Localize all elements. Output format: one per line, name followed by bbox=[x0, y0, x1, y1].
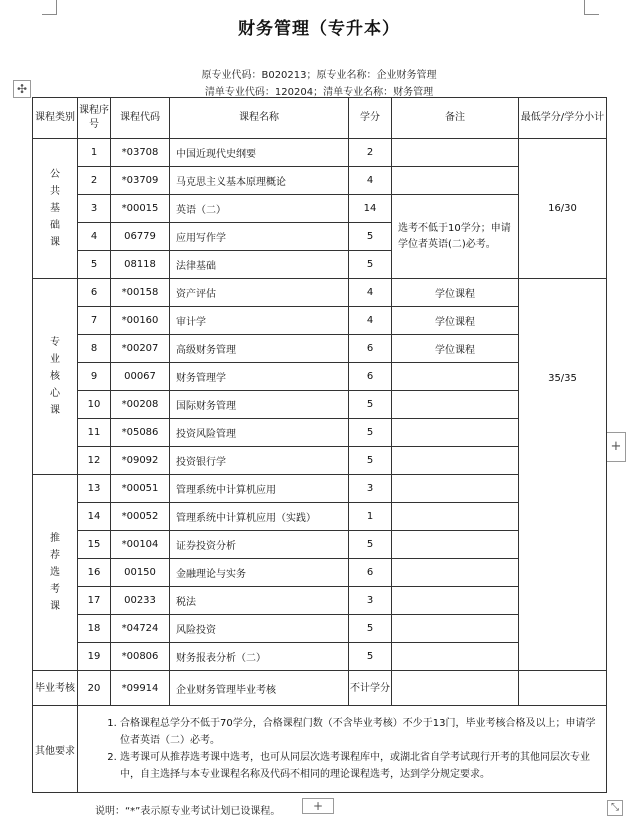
remark-cell bbox=[392, 419, 519, 447]
course-credit: 6 bbox=[349, 559, 392, 587]
group-subtotal: 35/35 bbox=[519, 279, 607, 671]
remark-cell bbox=[392, 531, 519, 559]
remark-cell bbox=[392, 391, 519, 419]
header-category: 课程类别 bbox=[33, 98, 78, 139]
list-major-code-line: 清单专业代码：120204；清单专业名称：财务管理 bbox=[204, 87, 434, 98]
course-name: 财务管理学 bbox=[170, 363, 349, 391]
table-row bbox=[33, 139, 607, 167]
requirements-label: 其他要求 bbox=[33, 706, 78, 793]
remark-cell bbox=[392, 587, 519, 615]
header-code: 课程代码 bbox=[111, 98, 170, 139]
course-code: *03709 bbox=[111, 167, 170, 195]
course-name: 风险投资 bbox=[170, 615, 349, 643]
course-credit: 5 bbox=[349, 643, 392, 671]
remark-cell bbox=[392, 615, 519, 643]
course-code: 00233 bbox=[111, 587, 170, 615]
requirements-list bbox=[78, 706, 607, 793]
remark-cell bbox=[392, 167, 519, 195]
course-seq: 6 bbox=[78, 279, 111, 307]
course-seq: 7 bbox=[78, 307, 111, 335]
thesis-row bbox=[33, 671, 607, 706]
requirements-row bbox=[33, 706, 607, 793]
course-name: 管理系统中计算机应用 bbox=[170, 475, 349, 503]
remark-cell bbox=[392, 559, 519, 587]
course-credit: 1 bbox=[349, 503, 392, 531]
course-name: 审计学 bbox=[170, 307, 349, 335]
course-seq: 9 bbox=[78, 363, 111, 391]
course-name: 金融理论与实务 bbox=[170, 559, 349, 587]
requirements-ordered-list bbox=[98, 715, 598, 783]
course-seq: 17 bbox=[78, 587, 111, 615]
thesis-category-cell: 毕业考核 bbox=[33, 671, 78, 706]
course-code: *00015 bbox=[111, 195, 170, 223]
category-label-text: 专业核心课 bbox=[50, 337, 60, 416]
course-name: 证券投资分析 bbox=[170, 531, 349, 559]
remark-cell bbox=[392, 447, 519, 475]
course-seq: 20 bbox=[78, 671, 111, 706]
page-title: 财务管理（专升本） bbox=[238, 19, 400, 39]
course-code: 06779 bbox=[111, 223, 170, 251]
course-credit: 3 bbox=[349, 587, 392, 615]
course-code: *00160 bbox=[111, 307, 170, 335]
course-seq: 10 bbox=[78, 391, 111, 419]
header-remark: 备注 bbox=[392, 98, 519, 139]
course-name: 资产评估 bbox=[170, 279, 349, 307]
course-credit: 不计学分 bbox=[349, 671, 392, 706]
course-credit: 4 bbox=[349, 167, 392, 195]
course-credit: 14 bbox=[349, 195, 392, 223]
course-seq: 4 bbox=[78, 223, 111, 251]
course-credit: 5 bbox=[349, 615, 392, 643]
course-name: 应用写作学 bbox=[170, 223, 349, 251]
course-name: 高级财务管理 bbox=[170, 335, 349, 363]
course-credit: 4 bbox=[349, 307, 392, 335]
header-credit: 学分 bbox=[349, 98, 392, 139]
course-credit: 4 bbox=[349, 279, 392, 307]
footnote: 说明：“*”表示原专业考试计划已设课程。 bbox=[95, 806, 281, 817]
course-seq: 12 bbox=[78, 447, 111, 475]
remark-cell bbox=[392, 363, 519, 391]
course-seq: 16 bbox=[78, 559, 111, 587]
course-credit: 5 bbox=[349, 419, 392, 447]
group-note: 选考不低于10学分；申请学位者英语(二)必考。 bbox=[392, 195, 519, 279]
course-credit: 5 bbox=[349, 531, 392, 559]
course-code: *09092 bbox=[111, 447, 170, 475]
course-name: 管理系统中计算机应用（实践） bbox=[170, 503, 349, 531]
course-code: *04724 bbox=[111, 615, 170, 643]
course-name: 马克思主义基本原理概论 bbox=[170, 167, 349, 195]
course-seq: 19 bbox=[78, 643, 111, 671]
course-credit: 5 bbox=[349, 251, 392, 279]
course-code: 00067 bbox=[111, 363, 170, 391]
remark-cell bbox=[392, 139, 519, 167]
remark-cell: 学位课程 bbox=[392, 307, 519, 335]
course-code: *05086 bbox=[111, 419, 170, 447]
course-seq: 18 bbox=[78, 615, 111, 643]
remark-cell bbox=[392, 503, 519, 531]
course-seq: 2 bbox=[78, 167, 111, 195]
course-name: 财务报表分析（二） bbox=[170, 643, 349, 671]
header-seq: 课程序号 bbox=[78, 98, 111, 139]
course-seq: 11 bbox=[78, 419, 111, 447]
course-name: 税法 bbox=[170, 587, 349, 615]
course-credit: 3 bbox=[349, 475, 392, 503]
course-seq: 3 bbox=[78, 195, 111, 223]
course-code: *03708 bbox=[111, 139, 170, 167]
course-seq: 15 bbox=[78, 531, 111, 559]
category-label-text: 推荐选考课 bbox=[50, 533, 60, 612]
course-code: *00158 bbox=[111, 279, 170, 307]
course-seq: 5 bbox=[78, 251, 111, 279]
remark-cell bbox=[392, 671, 519, 706]
course-name: 英语（二） bbox=[170, 195, 349, 223]
course-credit: 5 bbox=[349, 223, 392, 251]
course-code: *00051 bbox=[111, 475, 170, 503]
course-code: *00208 bbox=[111, 391, 170, 419]
course-name: 企业财务管理毕业考核 bbox=[170, 671, 349, 706]
course-credit: 6 bbox=[349, 363, 392, 391]
add-column-button[interactable]: + bbox=[606, 432, 626, 462]
course-code: *09914 bbox=[111, 671, 170, 706]
remark-cell bbox=[392, 475, 519, 503]
table-move-handle-icon[interactable]: ✣ bbox=[13, 80, 31, 98]
add-row-button[interactable]: + bbox=[302, 798, 334, 814]
min-credit-cell bbox=[519, 671, 607, 706]
course-name: 中国近现代史纲要 bbox=[170, 139, 349, 167]
course-credit: 2 bbox=[349, 139, 392, 167]
table-row bbox=[33, 279, 607, 307]
page-corner-mark bbox=[584, 0, 599, 15]
category-cell bbox=[33, 475, 78, 671]
category-label-text: 公共基础课 bbox=[50, 169, 60, 248]
remark-cell: 学位课程 bbox=[392, 335, 519, 363]
course-credit: 6 bbox=[349, 335, 392, 363]
course-plan-table bbox=[32, 97, 607, 793]
requirement-item: 2. 选考课可从推荐选考课中选考，也可从同层次选考课程库中，或湖北省自学考试现行开考的其他同层次专业中，自主选择与本专业课程名称及代码不相同的理论课程选考，达到学分规定要求。 bbox=[120, 749, 598, 783]
course-code: *00806 bbox=[111, 643, 170, 671]
group-subtotal: 16/30 bbox=[519, 139, 607, 279]
remark-cell: 学位课程 bbox=[392, 279, 519, 307]
table-header-row bbox=[33, 98, 607, 139]
course-table-body bbox=[33, 139, 607, 793]
course-code: *00104 bbox=[111, 531, 170, 559]
page-corner-mark bbox=[42, 0, 57, 15]
course-name: 法律基础 bbox=[170, 251, 349, 279]
course-name: 投资风险管理 bbox=[170, 419, 349, 447]
remark-cell bbox=[392, 643, 519, 671]
course-seq: 14 bbox=[78, 503, 111, 531]
course-code: *00052 bbox=[111, 503, 170, 531]
header-name: 课程名称 bbox=[170, 98, 349, 139]
header-min-credit: 最低学分/学分小计 bbox=[519, 98, 607, 139]
course-seq: 8 bbox=[78, 335, 111, 363]
course-code: *00207 bbox=[111, 335, 170, 363]
category-cell bbox=[33, 279, 78, 475]
course-credit: 5 bbox=[349, 391, 392, 419]
original-major-code-line: 原专业代码：B020213；原专业名称：企业财务管理 bbox=[201, 70, 437, 81]
table-resize-handle-icon[interactable]: ⤡ bbox=[607, 800, 623, 816]
course-code: 08118 bbox=[111, 251, 170, 279]
course-seq: 13 bbox=[78, 475, 111, 503]
course-name: 投资银行学 bbox=[170, 447, 349, 475]
category-cell bbox=[33, 139, 78, 279]
course-seq: 1 bbox=[78, 139, 111, 167]
course-name: 国际财务管理 bbox=[170, 391, 349, 419]
requirement-item: 1. 合格课程总学分不低于70学分，合格课程门数（不含毕业考核）不少于13门，毕业考核合格及以上；申请学位者英语（二）必考。 bbox=[120, 715, 598, 749]
course-credit: 5 bbox=[349, 447, 392, 475]
course-code: 00150 bbox=[111, 559, 170, 587]
